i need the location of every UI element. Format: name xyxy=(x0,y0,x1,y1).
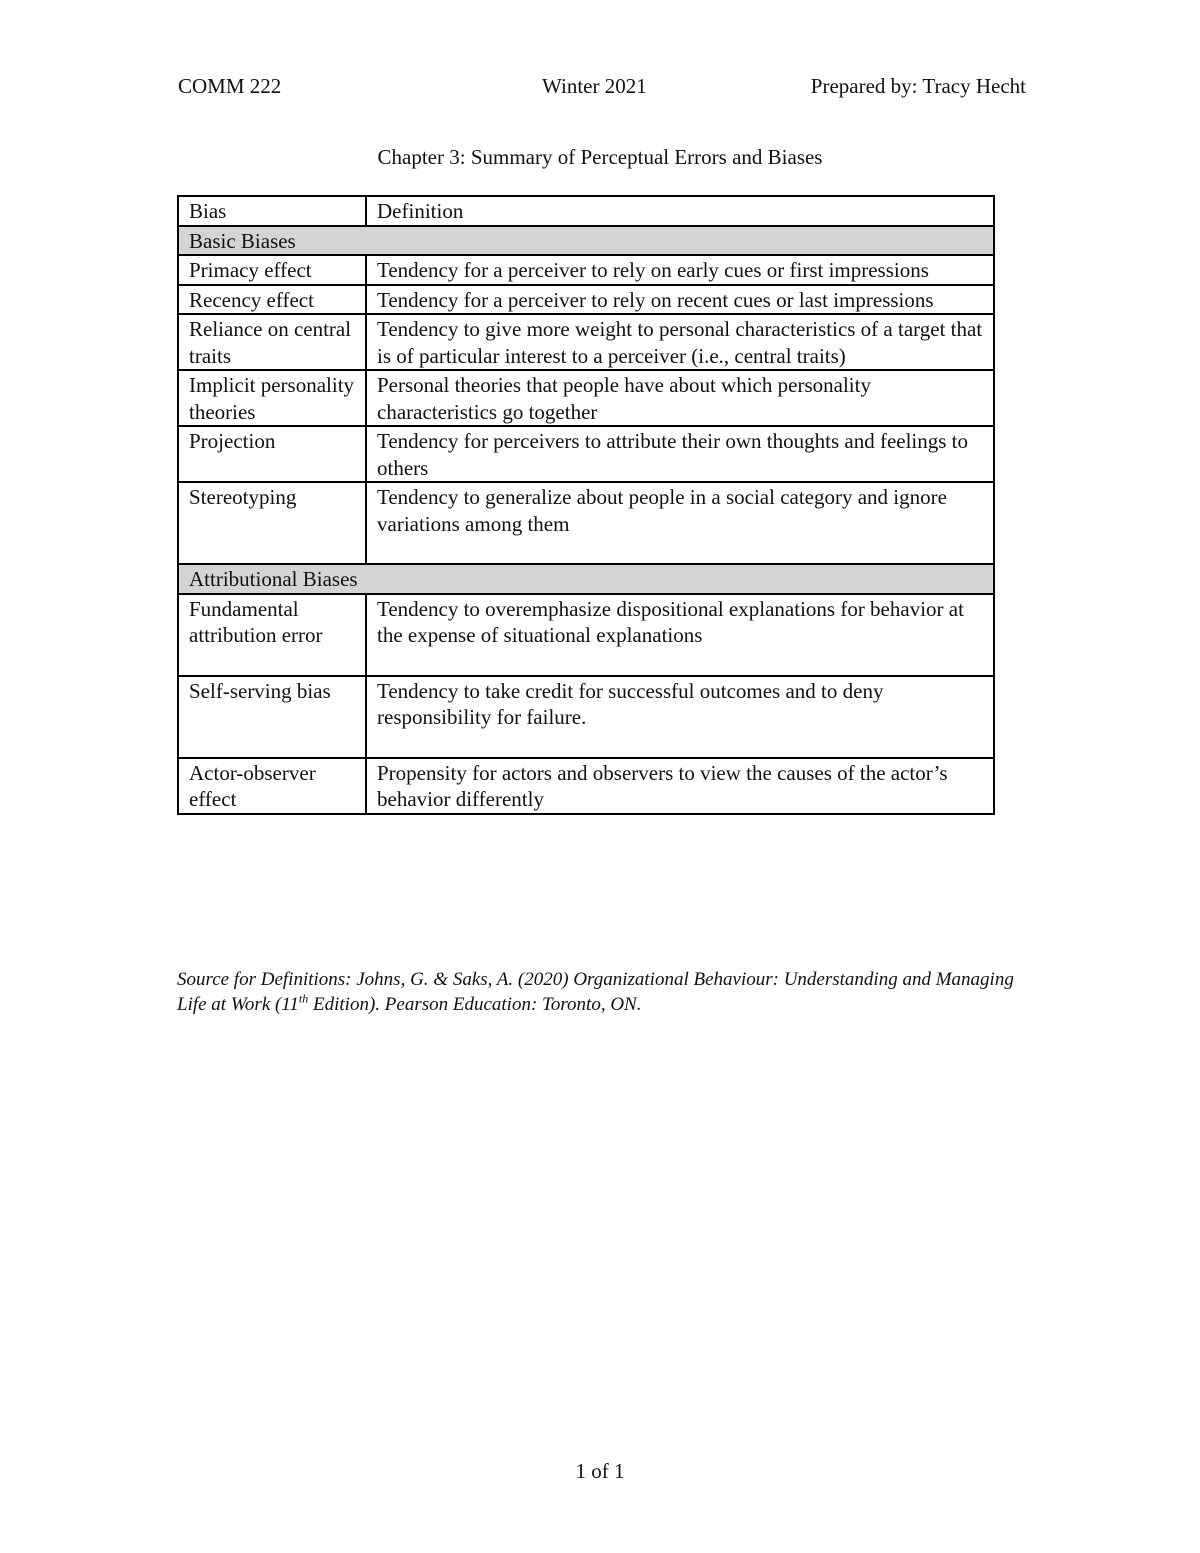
section-heading: Basic Biases xyxy=(178,226,994,256)
bias-definition: Tendency for a perceiver to rely on recent cues or last impressions xyxy=(366,285,994,315)
table-row xyxy=(178,676,994,758)
bias-name: Primacy effect xyxy=(178,255,366,285)
bias-name: Projection xyxy=(178,426,366,482)
table-row xyxy=(178,370,994,426)
bias-definition: Tendency for a perceiver to rely on early cues or first impressions xyxy=(366,255,994,285)
source-citation xyxy=(177,967,1017,1017)
section-row-attributional-biases xyxy=(178,564,994,594)
bias-definition: Tendency to generalize about people in a social category and ignore variations among them xyxy=(366,482,994,564)
bias-name: Reliance on central traits xyxy=(178,314,366,370)
bias-name: Recency effect xyxy=(178,285,366,315)
table-row xyxy=(178,285,994,315)
bias-definition: Personal theories that people have about which personality characteristics go together xyxy=(366,370,994,426)
page-header xyxy=(178,72,1026,100)
bias-name: Actor-observer effect xyxy=(178,758,366,814)
term: Winter 2021 xyxy=(542,74,647,98)
page-number: 1 of 1 xyxy=(575,1459,625,1483)
table-row xyxy=(178,758,994,814)
bias-definition: Tendency to take credit for successful outcomes and to deny responsibility for failure. xyxy=(366,676,994,758)
prepared-by: Prepared by: Tracy Hecht xyxy=(810,74,1026,98)
course-code: COMM 222 xyxy=(178,74,282,98)
bias-definition: Tendency to overemphasize dispositional explanations for behavior at the expense of situational explanations xyxy=(366,594,994,676)
bias-definition: Propensity for actors and observers to view the causes of the actor’s behavior differently xyxy=(366,758,994,814)
bias-definition: Tendency to give more weight to personal characteristics of a target that is of particular interest to a perceiver (i.e., central traits) xyxy=(366,314,994,370)
table-header-row xyxy=(178,196,994,226)
bias-name: Implicit personality theories xyxy=(178,370,366,426)
column-header-definition: Definition xyxy=(366,196,994,226)
bias-table xyxy=(177,195,995,815)
bias-name: Stereotyping xyxy=(178,482,366,564)
bias-name: Self-serving bias xyxy=(178,676,366,758)
bias-definition: Tendency for perceivers to attribute their own thoughts and feelings to others xyxy=(366,426,994,482)
bias-name: Fundamental attribution error xyxy=(178,594,366,676)
citation-text-end: Edition). Pearson Education: Toronto, ON. xyxy=(308,994,642,1015)
table-row xyxy=(178,426,994,482)
column-header-bias: Bias xyxy=(178,196,366,226)
table-row xyxy=(178,594,994,676)
section-row-basic-biases xyxy=(178,226,994,256)
section-heading: Attributional Biases xyxy=(178,564,994,594)
citation-superscript: th xyxy=(298,991,309,1006)
table-row xyxy=(178,255,994,285)
table-row xyxy=(178,314,994,370)
document-title: Chapter 3: Summary of Perceptual Errors and Biases xyxy=(377,145,823,169)
citation-text: Source for Definitions: Johns, G. & Saks, A. (2020) Organizational Behaviour: Understanding and Managing Life at Work (11 xyxy=(177,969,1014,1015)
table-row xyxy=(178,482,994,564)
